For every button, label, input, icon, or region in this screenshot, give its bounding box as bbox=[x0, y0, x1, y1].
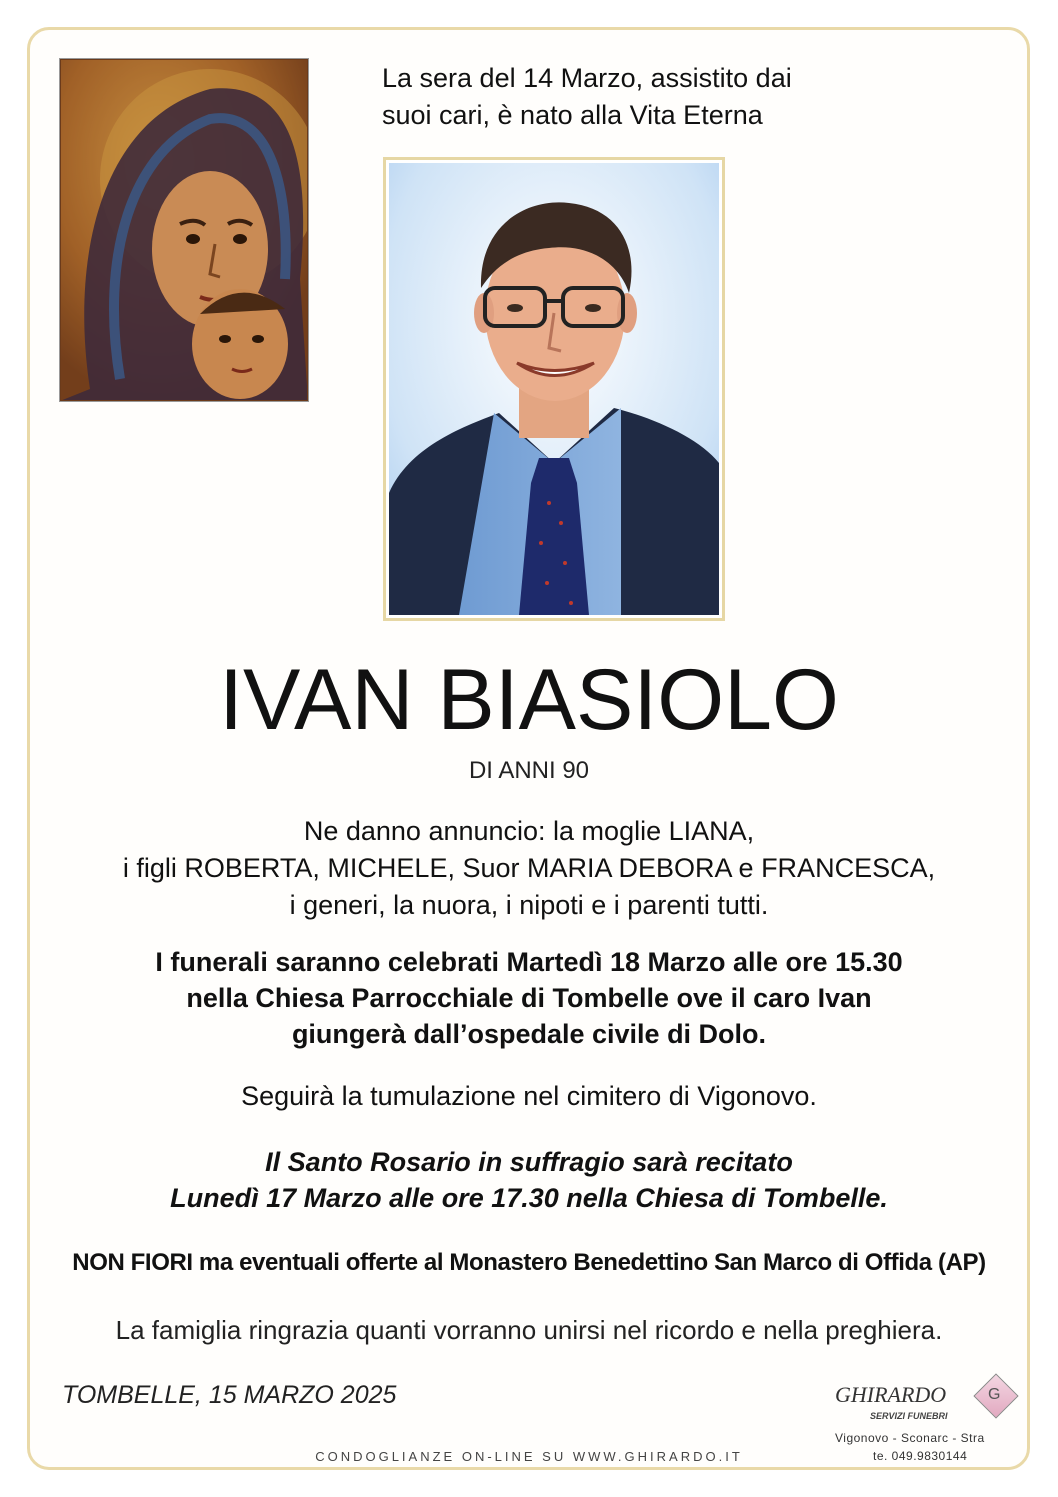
burial-info: Seguirà la tumulazione nel cimitero di Vigonovo. bbox=[241, 1081, 817, 1111]
condolences-link[interactable]: CONDOGLIANZE ON-LINE SU WWW.GHIRARDO.IT bbox=[315, 1449, 743, 1464]
logo-phone: te. 049.9830144 bbox=[873, 1449, 968, 1463]
announcement bbox=[0, 813, 1058, 924]
announcement-line-2: i figli ROBERTA, MICHELE, Suor MARIA DEBORA e FRANCESCA, bbox=[122, 853, 936, 883]
funeral-line-3: giungerà dall’ospedale civile di Dolo. bbox=[291, 1019, 767, 1049]
rosary-line-1: Il Santo Rosario in suffragio sarà recitato bbox=[265, 1147, 793, 1177]
thanks-note: La famiglia ringrazia quanti vorranno unirsi nel ricordo e nella preghiera. bbox=[115, 1315, 943, 1345]
place-date: TOMBELLE, 15 MARZO 2025 bbox=[62, 1381, 397, 1409]
rosary-line-2: Lunedì 17 Marzo alle ore 17.30 nella Chiesa di Tombelle. bbox=[170, 1183, 888, 1213]
logo-locations: Vigonovo - Sconarc - Stra bbox=[835, 1431, 985, 1445]
logo-letter: G bbox=[988, 1386, 1001, 1403]
funeral-info bbox=[0, 944, 1058, 1052]
logo-name: GHIRARDO bbox=[835, 1382, 947, 1407]
intro-line-1: La sera del 14 Marzo, assistito dai bbox=[382, 63, 792, 93]
intro-text bbox=[382, 60, 902, 134]
funeral-home-logo bbox=[835, 1376, 1030, 1466]
madonna-icon-image bbox=[59, 58, 309, 402]
funeral-line-1: I funerali saranno celebrati Martedì 18 Marzo alle ore 15.30 bbox=[155, 947, 903, 977]
intro-line-2: suoi cari, è nato alla Vita Eterna bbox=[382, 100, 763, 130]
deceased-age: DI ANNI 90 bbox=[468, 757, 590, 784]
announcement-line-1: Ne danno annuncio: la moglie LIANA, bbox=[303, 816, 755, 846]
no-flowers-note: NON FIORI ma eventuali offerte al Monastero Benedettino San Marco di Offida (AP) bbox=[72, 1249, 986, 1276]
funeral-line-2: nella Chiesa Parrocchiale di Tombelle ove il caro Ivan bbox=[186, 983, 872, 1013]
announcement-line-3: i generi, la nuora, i nipoti e i parenti tutti. bbox=[289, 890, 769, 920]
deceased-name: IVAN BIASIOLO bbox=[219, 652, 839, 748]
portrait-photo bbox=[383, 157, 725, 621]
rosary-info bbox=[0, 1144, 1058, 1216]
logo-subtitle: SERVIZI FUNEBRI bbox=[870, 1411, 948, 1421]
